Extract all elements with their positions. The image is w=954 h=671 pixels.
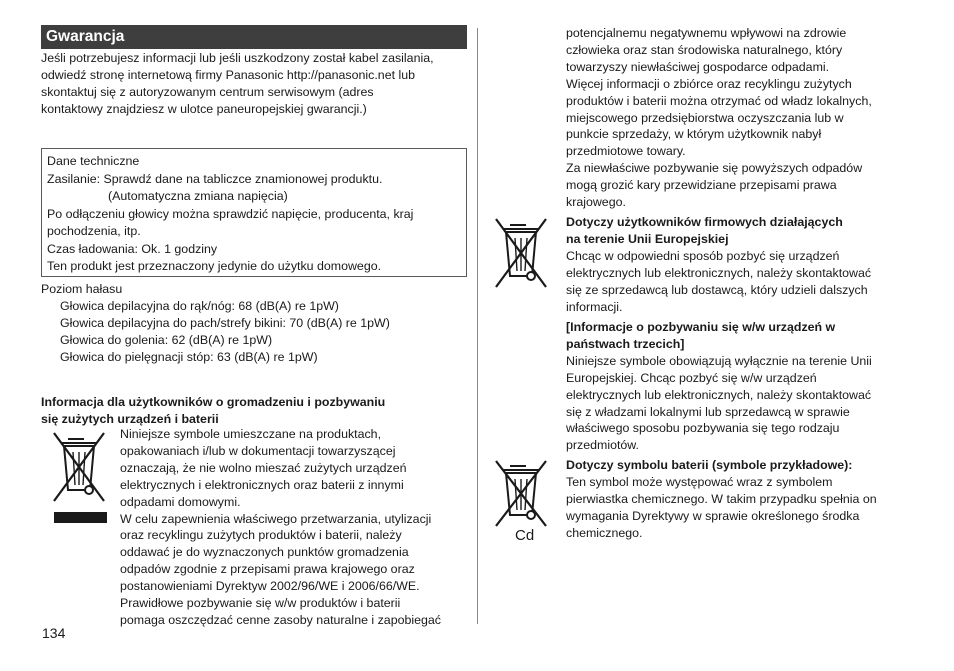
text-line: Prawidłowe pozbywanie się w/w produktów i baterii — [120, 596, 401, 611]
text-line: produktów i baterii można otrzymać od władz lokalnych, — [566, 93, 872, 108]
text-line: Informacja dla użytkowników o gromadzeniu i pozbywaniu — [41, 395, 386, 409]
crossed-out-wheelie-bin-icon — [490, 216, 552, 290]
text-line: elektrycznych lub elektronicznych, należy skontaktować — [566, 265, 872, 280]
text-line: mogą grozić kary przewidziane przepisami prawa — [566, 178, 837, 193]
business-users-heading: Dotyczy użytkowników firmowych działających — [566, 215, 843, 229]
warranty-paragraph — [41, 50, 434, 118]
text-line: Niniejsze symbole umieszczane na produktach, — [120, 427, 382, 441]
text-line: się ze sprzedawcą lub dostawcą, który udzieli dalszych — [566, 282, 868, 297]
charging-time: Czas ładowania: Ok. 1 godziny — [47, 241, 218, 256]
power-supply-note: (Automatyczna zmiana napięcia) — [108, 188, 288, 203]
text-line: Chcąc w odpowiedni sposób pozbyć się urządzeń — [566, 248, 840, 263]
section-heading-warranty: Gwarancja — [41, 25, 467, 49]
text-line: człowieka oraz stan środowiska naturalnego, który — [566, 42, 843, 57]
text-line: punkcie sprzedaży, w którym użytkownik nabył — [566, 127, 822, 142]
text-line: wymagania Dyrektywy w sprawie określonego środka — [566, 508, 860, 523]
text-line: oznaczają, że nie wolno mieszać zużytych urządzeń — [120, 460, 407, 475]
noise-level-item: Głowica depilacyjna do rąk/nóg: 68 (dB(A) re 1pW) — [60, 298, 339, 313]
text-line: towarzyszy niewłaściwej gospodarce odpadami. — [566, 59, 830, 74]
noise-level-section — [41, 281, 390, 366]
power-supply-line: Zasilanie: Sprawdź dane na tabliczce znamionowej produktu. — [47, 171, 383, 186]
crossed-out-wheelie-bin-icon — [48, 430, 110, 504]
text-line: właściwego sposobu pozbywania się tego rodzaju — [566, 421, 840, 436]
text-line: Jeśli potrzebujesz informacji lub jeśli uszkodzony został kabel zasilania, — [41, 51, 434, 65]
text-line: odpadami domowymi. — [120, 494, 241, 509]
page-number: 134 — [42, 625, 66, 641]
text-line: przedmiotów. — [566, 438, 640, 453]
text-line: postanowieniami Dyrektyw 2002/96/WE i 2006/66/WE. — [120, 579, 420, 594]
text-line: Za niewłaściwe pozbywanie się powyższych odpadów — [566, 161, 863, 176]
technical-data-box — [41, 148, 467, 277]
text-line: W celu zapewnienia właściwego przetwarzania, utylizacji — [120, 511, 432, 526]
text-line: odwiedź stronę internetową firmy Panasonic http://panasonic.net lub — [41, 67, 416, 82]
battery-symbol-heading: Dotyczy symbolu baterii (symbole przykładowe): — [566, 458, 853, 472]
noise-level-item: Głowica depilacyjna do pach/strefy bikini: 70 (dB(A) re 1pW) — [60, 315, 390, 330]
text-line: się z władzami lokalnymi lub sprzedawcą w sprawie — [566, 404, 850, 419]
non-eu-heading: państwach trzecich] — [566, 336, 685, 351]
column-divider — [477, 28, 478, 624]
text-line: oraz recyklingu zużytych produktów i baterii, należy — [120, 528, 402, 543]
disposal-heading — [41, 394, 385, 428]
text-line: Europejskiej. Chcąc pozbyć się w/w urządzeń — [566, 370, 817, 385]
text-line: kontaktowy znajdziesz w ulotce paneuropejskiej gwarancji.) — [41, 101, 367, 116]
text-line: informacji. — [566, 299, 623, 314]
text-line: Niniejsze symbole obowiązują wyłącznie na terenie Unii — [566, 353, 872, 368]
cadmium-symbol-label: Cd — [515, 527, 535, 544]
separate-collection-bar — [54, 512, 107, 523]
text-line: pierwiastka chemicznego. W takim przypadku spełnia on — [566, 491, 877, 506]
disposal-paragraph — [120, 426, 441, 629]
noise-level-title: Poziom hałasu — [41, 282, 123, 296]
domestic-use-note: Ten produkt jest przeznaczony jedynie do użytku domowego. — [47, 259, 382, 274]
text-line: oddawać je do wyznaczonych punktów gromadzenia — [120, 545, 409, 560]
text-line: Więcej informacji o zbiórce oraz recyklingu zużytych — [566, 76, 852, 91]
text-line: miejscowego przedsiębiorstwa oczyszczania lub w — [566, 110, 844, 125]
technical-data-title: Dane techniczne — [47, 154, 140, 168]
crossed-out-wheelie-bin-icon — [490, 459, 552, 529]
noise-level-item: Głowica do pielęgnacji stóp: 63 (dB(A) re 1pW) — [60, 349, 318, 364]
non-eu-disposal-section — [566, 319, 872, 454]
business-users-section — [566, 214, 871, 315]
text-line: elektrycznych i elektronicznych oraz baterii z innymi — [120, 477, 404, 492]
text-line: odpadów zgodnie z przepisami prawa krajowego oraz — [120, 562, 415, 577]
text-line: Ten symbol może występować wraz z symbolem — [566, 474, 833, 489]
battery-symbol-section — [566, 457, 877, 542]
text-line: chemicznego. — [566, 525, 643, 540]
text-line: opakowaniach i/lub w dokumentacji towarzyszącej — [120, 443, 396, 458]
text-line: skontaktuj się z autoryzowanym centrum serwisowym (adres — [41, 84, 374, 99]
non-eu-heading: [Informacje o pozbywaniu się w/w urządzeń w — [566, 320, 836, 334]
text-line: potencjalnemu negatywnemu wpływowi na zdrowie — [566, 26, 847, 40]
business-users-heading: na terenie Unii Europejskiej — [566, 231, 729, 246]
detach-info-line: pochodzenia, itp. — [47, 223, 141, 238]
disposal-continuation-paragraph — [566, 25, 872, 211]
detach-info-line: Po odłączeniu głowicy można sprawdzić napięcie, producenta, kraj — [47, 206, 414, 221]
text-line: elektrycznych lub elektronicznych, należy skontaktować — [566, 387, 872, 402]
text-line: krajowego. — [566, 195, 626, 210]
text-line: pomaga oszczędzać cenne zasoby naturalne i zapobiegać — [120, 612, 441, 627]
noise-level-item: Głowica do golenia: 62 (dB(A) re 1pW) — [60, 332, 273, 347]
text-line: się zużytych urządzeń i baterii — [41, 411, 219, 426]
text-line: przedmiotowe towary. — [566, 144, 686, 159]
